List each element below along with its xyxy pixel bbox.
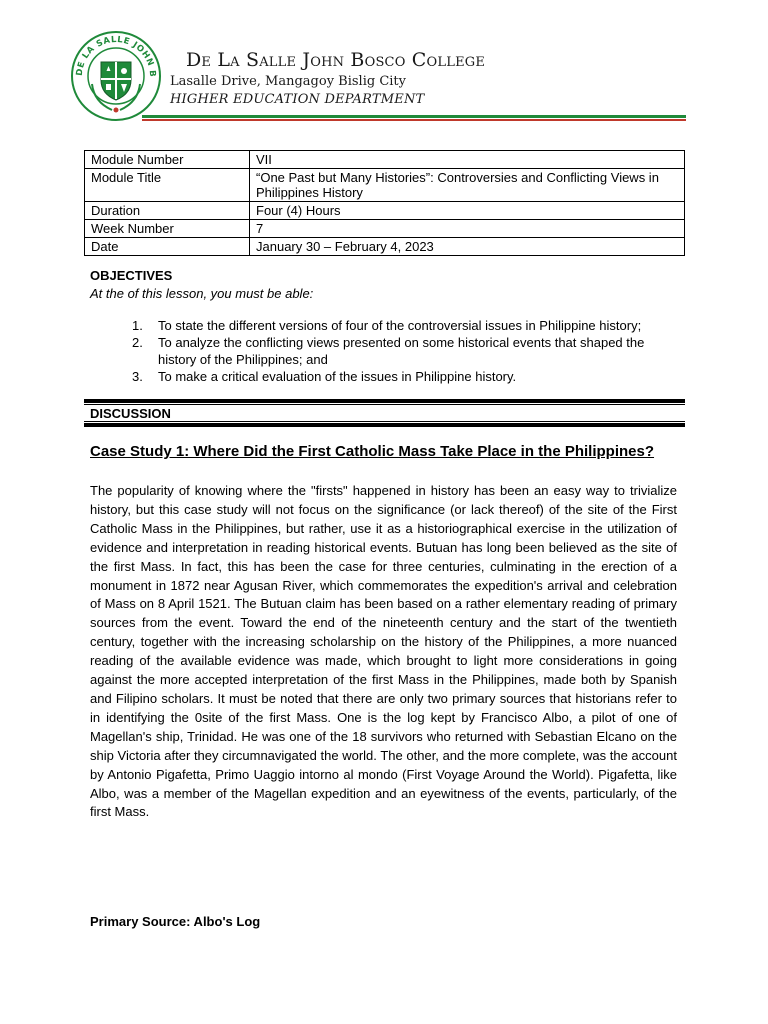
objectives-list [132,317,682,385]
discussion-heading: DISCUSSION [90,406,171,421]
table-cell-label: Module Number [85,151,250,169]
table-row [85,169,685,202]
list-item [132,368,682,385]
list-item-text: To analyze the conflicting views presented on some historical events that shaped the history of the Philippines; and [158,335,645,367]
table-cell-value: Four (4) Hours [250,202,685,220]
table-row [85,202,685,220]
table-cell-label: Week Number [85,220,250,238]
list-item [132,334,682,368]
objectives-intro: At the of this lesson, you must be able: [90,286,314,301]
list-item-text: To make a critical evaluation of the issues in Philippine history. [158,369,517,384]
discussion-rule-bottom-thin [84,421,685,422]
table-cell-value: “One Past but Many Histories”: Controversies and Conflicting Views in Philippines History [250,169,685,202]
list-item-number: 2. [132,335,143,350]
table-cell-label: Duration [85,202,250,220]
objectives-heading: OBJECTIVES [90,268,173,283]
discussion-rule-bottom [84,423,685,427]
list-item [132,317,682,334]
header-divider-red [142,119,686,121]
list-item-number: 1. [132,318,143,333]
case-study-body: The popularity of knowing where the "firsts" happened in history has been an easy way to trivialize history, but this case study will not focus on the significance (or lack thereof) of the site of the First Catholic Mass in the Philippines, but rather, use it as a historiographical exercise in the utilization of evidence and interpretation in reading historical events. Butuan has long been believed as the site of the first Mass. In fact, this has been the case for three centuries, culminating in the erection of a monument in 1872 near Agusan River, which commemorates the expedition's arrival and celebration of Mass on 8 April 1521. The Butuan claim has been based on a rather elementary reading of primary sources from the event. Toward the end of the nineteenth century and the start of the twentieth century, together with the increasing scholarship on the history of the Philippines, a more nuanced reading of the available evidence was made, which brought to light more considerations in going against the more accepted interpretation of the first Mass in the Philippines, made both by Spanish and Filipino scholars. It must be noted that there are only two primary sources that historians refer to in identifying the 0site of the first Mass. One is the log kept by Francisco Albo, a pilot of one of Magellan's ship, Trinidad. He was one of the 18 survivors who returned with Sebastian Elcano on the ship Victoria after they circumnavigated the world. The other, and the more complete, was the account by Antonio Pigafetta, Primo Uaggio intorno al mondo (First Voyage Around the World). Pigafetta, like Albo, was a member of the Magellan expedition and an eyewitness of the events, particularly, of the first Mass. [90,483,677,820]
header-divider-green [142,115,686,118]
college-name: De La Salle John Bosco College [186,49,486,71]
discussion-rule-top-thin [84,404,685,405]
module-info-table [84,150,685,256]
college-seal-logo [70,30,162,122]
table-cell-value: 7 [250,220,685,238]
table-cell-label: Date [85,238,250,256]
discussion-rule-top [84,399,685,403]
table-row [85,151,685,169]
college-address: Lasalle Drive, Mangagoy Bislig City [170,74,406,89]
seal-text: DE LA SALLE JOHN B [74,34,158,78]
list-item-number: 3. [132,369,143,384]
table-row [85,220,685,238]
college-department: HIGHER EDUCATION DEPARTMENT [170,92,425,107]
case-study-title: Case Study 1: Where Did the First Catholic Mass Take Place in the Philippines? [90,443,655,460]
table-cell-value: VII [250,151,685,169]
table-cell-label: Module Title [85,169,250,202]
table-cell-value: January 30 – February 4, 2023 [250,238,685,256]
primary-source-heading: Primary Source: Albo's Log [90,914,261,929]
list-item-text: To state the different versions of four of the controversial issues in Philippine history; [158,318,642,333]
table-row [85,238,685,256]
